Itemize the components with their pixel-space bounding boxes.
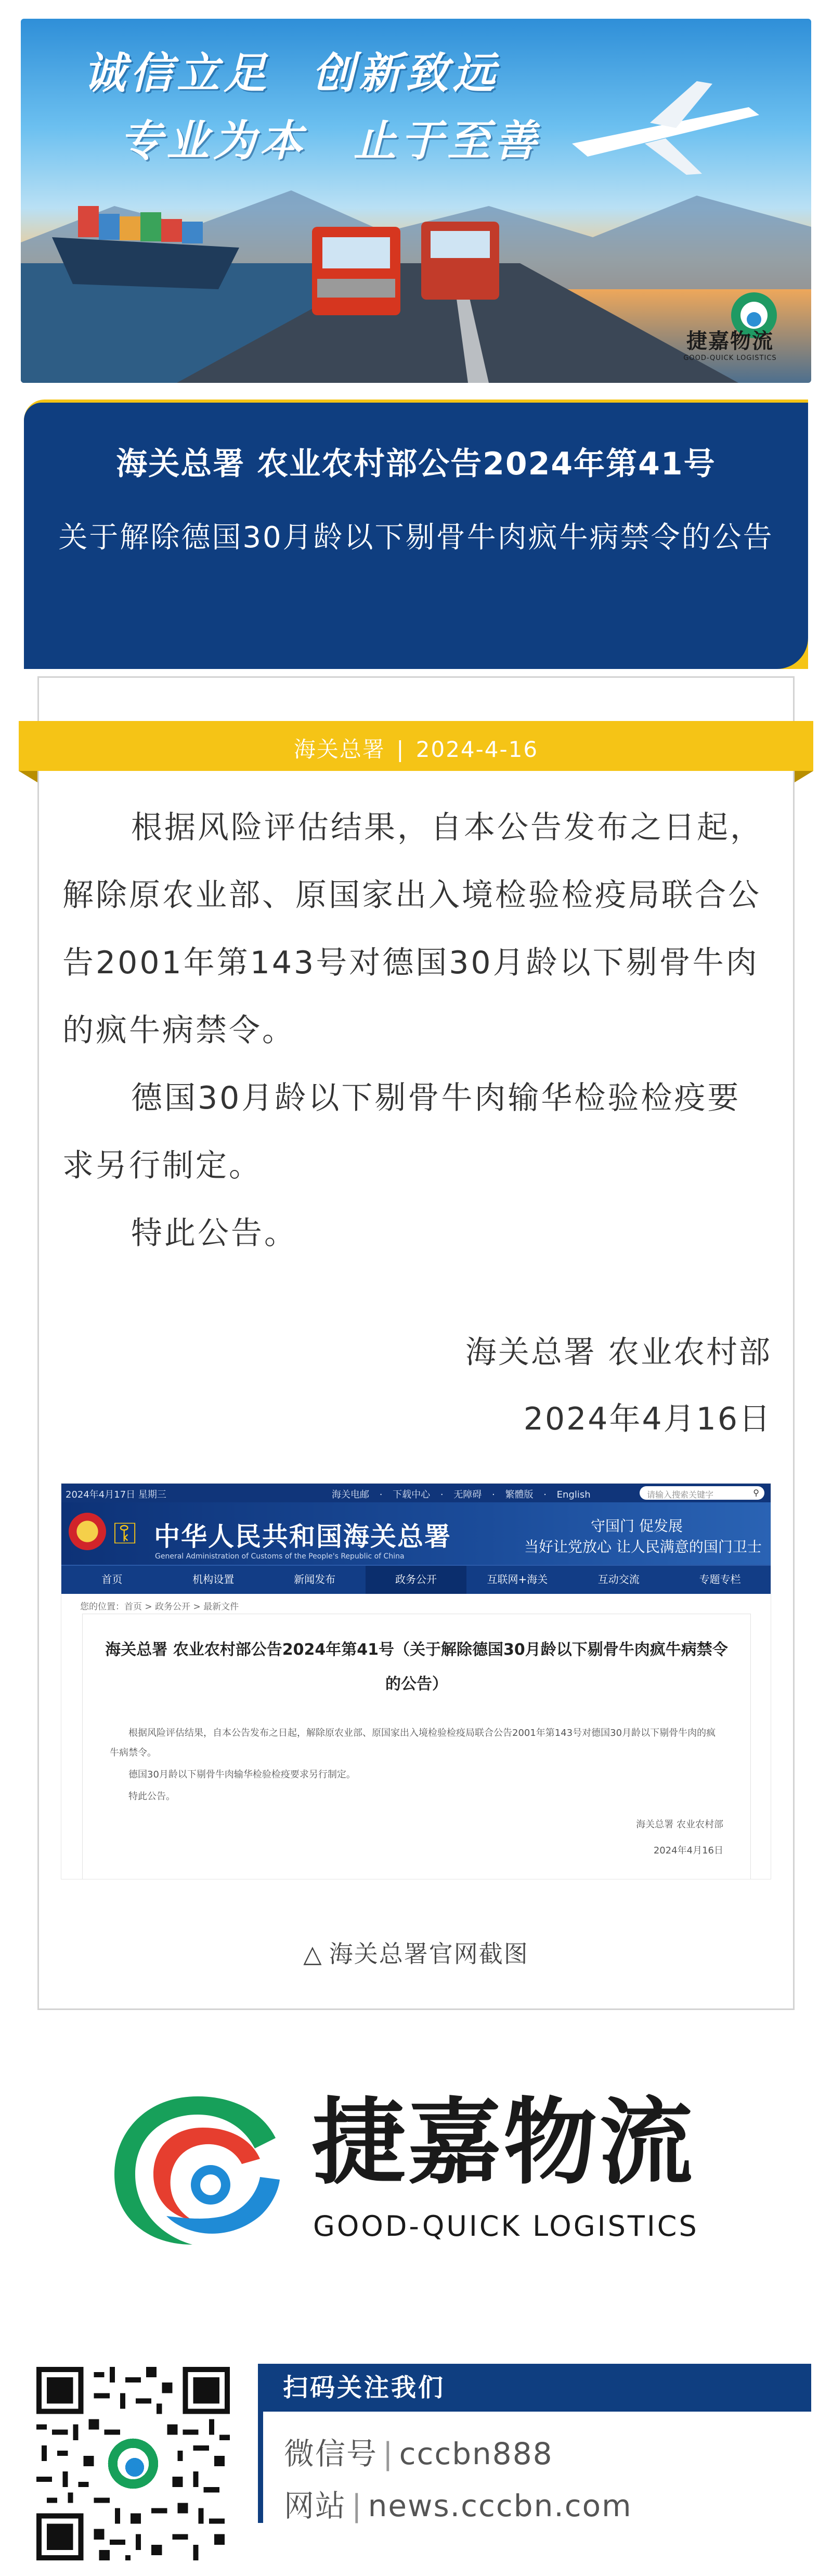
site-nav-item: 机构设置	[192, 1573, 235, 1586]
wechat-row	[284, 2429, 553, 2473]
row-separator: |	[352, 2488, 363, 2523]
site-article-signature: 海关总署 农业农村部	[636, 1819, 723, 1830]
site-article-paragraph: 根据风险评估结果，自本公告发布之日起，解除原农业部、原国家出入境检验检疫局联合公告2001年第143号对德国30月龄以下剔骨牛肉的疯牛病禁令。	[110, 1728, 716, 1758]
site-nav-item-active: 政务公开	[366, 1566, 467, 1594]
customs-website-screenshot	[61, 1484, 771, 1879]
title-box	[24, 403, 808, 669]
wechat-label: 微信号	[284, 2436, 378, 2471]
contact-divider-line	[258, 2412, 263, 2523]
follow-us-heading: 扫码关注我们	[258, 2364, 811, 2412]
site-search-placeholder: 请输入搜索关键字	[647, 1490, 714, 1500]
banner-logo-cn: 捷嘉物流	[686, 329, 774, 353]
customs-key-icon: ⚿	[113, 1515, 137, 1551]
body-paragraph-3: 特此公告。	[131, 1215, 297, 1252]
qr-code	[36, 2367, 230, 2560]
site-nav	[61, 1565, 771, 1594]
signature-date: 2024年4月16日	[523, 1401, 772, 1437]
site-topbar-links: 海关电邮 · 下载中心 · 无障碍 · 繁體版 · English	[332, 1489, 591, 1500]
site-topbar-date: 2024年4月17日 星期三	[66, 1489, 166, 1500]
row-separator: |	[383, 2436, 394, 2471]
banner-logo	[678, 325, 782, 362]
site-article-paragraph: 德国30月龄以下剔骨牛肉输华检验检疫要求另行制定。	[128, 1769, 356, 1780]
site-topbar	[61, 1484, 771, 1502]
source-date	[19, 732, 813, 764]
date-ribbon	[19, 721, 813, 771]
ribbon-fold-right	[795, 771, 813, 782]
body-paragraph-2: 德国30月龄以下剔骨牛肉输华检验检疫要求另行制定。	[62, 1080, 741, 1184]
site-breadcrumb: 您的位置：首页 > 政务公开 > 最新文件	[80, 1602, 239, 1612]
site-article	[82, 1614, 751, 1879]
slogan-1: 诚信立足	[83, 48, 270, 98]
banner-logo-en: GOOD-QUICK LOGISTICS	[683, 354, 777, 362]
publish-date: 2024-4-16	[415, 737, 539, 762]
national-emblem-icon	[69, 1513, 106, 1550]
site-article-paragraph: 特此公告。	[128, 1791, 175, 1802]
header-banner	[21, 19, 811, 383]
slogan-4: 止于至善	[354, 116, 541, 166]
site-article-title: 海关总署 农业农村部公告2024年第41号（关于解除德国30月龄以下剔骨牛肉疯牛病禁令的公告）	[105, 1641, 728, 1693]
site-article-date: 2024年4月16日	[653, 1845, 723, 1856]
site-header	[61, 1502, 771, 1565]
website-row	[284, 2481, 632, 2525]
page-title: 海关总署 农业农村部公告2024年第41号	[116, 446, 716, 482]
body-paragraph-1: 根据风险评估结果，自本公告发布之日起，解除原农业部、原国家出入境检验检疫局联合公告2001年第143号对德国30月龄以下剔骨牛肉的疯牛病禁令。	[62, 809, 763, 1049]
site-name: 中华人民共和国海关总署	[154, 1521, 451, 1552]
website-label: 网站	[284, 2488, 347, 2523]
source-label: 海关总署	[293, 737, 385, 762]
signature-org: 海关总署 农业农村部	[465, 1334, 772, 1371]
site-motto-2: 当好让党放心 让人民满意的国门卫士	[524, 1538, 762, 1555]
company-logo	[104, 2081, 728, 2268]
page-subtitle: 关于解除德国30月龄以下剔骨牛肉疯牛病禁令的公告	[58, 521, 774, 555]
website-url[interactable]: news.cccbn.com	[368, 2488, 632, 2523]
site-name-en: General Administration of Customs of the People's Republic of China	[155, 1552, 405, 1561]
site-nav-item: 互联网+海关	[487, 1573, 548, 1586]
triangle-icon: △	[303, 1940, 323, 1968]
company-name-cn: 捷嘉物流	[312, 2089, 695, 2197]
search-icon: ⚲	[753, 1488, 759, 1498]
slogan-3: 专业为本	[120, 116, 307, 166]
site-nav-item: 新闻发布	[294, 1573, 336, 1586]
site-nav-item: 专题专栏	[699, 1573, 741, 1586]
ribbon-fold-left	[19, 771, 37, 782]
slogan-2: 创新致远	[312, 48, 499, 98]
caption-text: 海关总署官网截图	[329, 1940, 529, 1968]
source-divider: |	[396, 737, 405, 762]
site-nav-item: 首页	[101, 1573, 123, 1586]
title-panel	[24, 400, 808, 669]
company-logo-icon	[104, 2086, 291, 2252]
site-search-input	[640, 1486, 764, 1500]
company-name-en: GOOD-QUICK LOGISTICS	[313, 2210, 699, 2243]
wechat-id: cccbn888	[399, 2436, 553, 2471]
site-motto-1: 守国门 促发展	[591, 1517, 683, 1535]
site-nav-item: 互动交流	[597, 1573, 640, 1586]
image-caption	[0, 1935, 832, 1969]
